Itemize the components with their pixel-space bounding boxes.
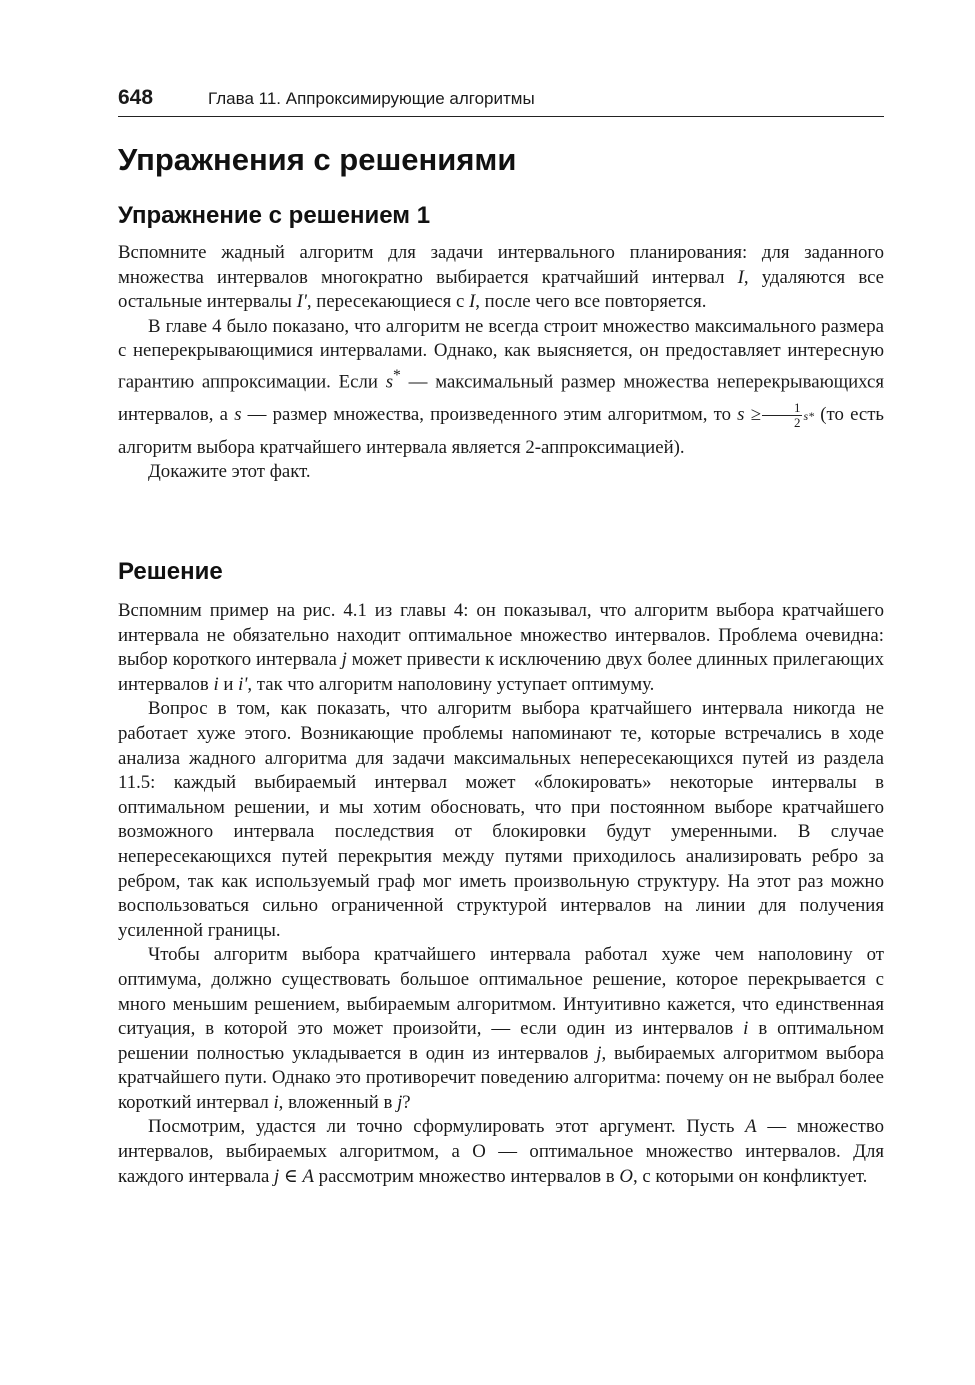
solution-title: Решение xyxy=(118,558,223,585)
section-title: Упражнения с решениями xyxy=(118,142,517,177)
exercise-title: Упражнение с решением 1 xyxy=(118,202,431,229)
solution-body xyxy=(118,599,884,1189)
solution-paragraph-3: Чтобы алгоритм выбора кратчайшего интервала работал хуже чем наполовину от оптимума, должно существовать большое оптимальное решение, которое перекрывается с много меньшим решением, выбираемым алгоритмом. Интуитивно кажется, что единственная ситуация, в которой это может произойти, — если один из интервалов i в оптимальном решении полностью укладывается в один из интервалов j, выбираемых алгоритмом выбора кратчайшего пути. Однако это противоречит поведению алгоритма: почему он не выбрал более короткий интервал i, вложенный в j? xyxy=(118,944,885,1113)
solution-paragraph-4: Посмотрим, удастся ли точно сформулировать этот аргумент. Пусть A — множество интервалов, выбираемых алгоритмом, а O — оптимальное множество интервалов. Для каждого интервала j ∈ A рассмотрим множество интервалов в O, с которыми он конфликтует. xyxy=(118,1116,884,1187)
solution-paragraph-1: Вспомним пример на рис. 4.1 из главы 4: он показывал, что алгоритм выбора кратчайшего интервала не обязательно находит оптимальное множество интервалов. Проблема очевидна: выбор короткого интервала j может привести к исключению двух более длинных прилегающих интервалов i и i', так что алгоритм наполовину уступает оптимуму. xyxy=(118,600,884,695)
chapter-title: Глава 11. Аппроксимирующие алгоритмы xyxy=(208,89,535,108)
running-head xyxy=(118,84,884,117)
one-half-fraction: $\frac{1}{2}$ xyxy=(762,401,803,430)
exercise-paragraph-2: В главе 4 было показано, что алгоритм не всегда строит множество максимального размера с неперекрывающимися интервалами. Однако, как выясняется, он предоставляет интересную гарантию аппроксимации. Если s* — максимальный размер множества неперекрывающихся интервалов, а s — размер множества, произведенного этим алгоритмом, то s ≥ $\frac{1}{2}$ s* (то есть алгоритм выбора кратчайшего интервала является 2-аппроксимацией). xyxy=(118,315,884,458)
exercise-paragraph-3: Докажите этот факт. xyxy=(148,461,311,483)
exercise-paragraph-1: Вспомните жадный алгоритм для задачи интервального планирования: для заданного множества интервалов многократно выбирается кратчайший интервал I, удаляются все остальные интервалы I', пересекающиеся с I, после чего все повторяется. xyxy=(118,242,884,313)
exercise-body xyxy=(118,241,884,485)
page-number: 648 xyxy=(118,86,154,109)
solution-paragraph-2: Вопрос в том, как показать, что алгоритм выбора кратчайшего интервала никогда не работает хуже этого. Возникающие проблемы напоминают те, которые встречались в ходе анализа жадного алгоритма для задачи максимальных непересекающихся путей из раздела 11.5: каждый выбираемый интервал может «блокировать» некоторые интервалы в оптимальном решении, и мы хотим обосновать, что при постоянном выборе кратчайшего возможного интервала последствия от блокировки будут умеренными. В случае непересекающихся путей перекрытия между путями приходилось анализировать ребро за ребром, так как используемый граф мог иметь произвольную структуру. На этот раз можно воспользоваться сильно ограниченной структурой интервалов на линии для получения усиленной границы. xyxy=(118,698,884,941)
